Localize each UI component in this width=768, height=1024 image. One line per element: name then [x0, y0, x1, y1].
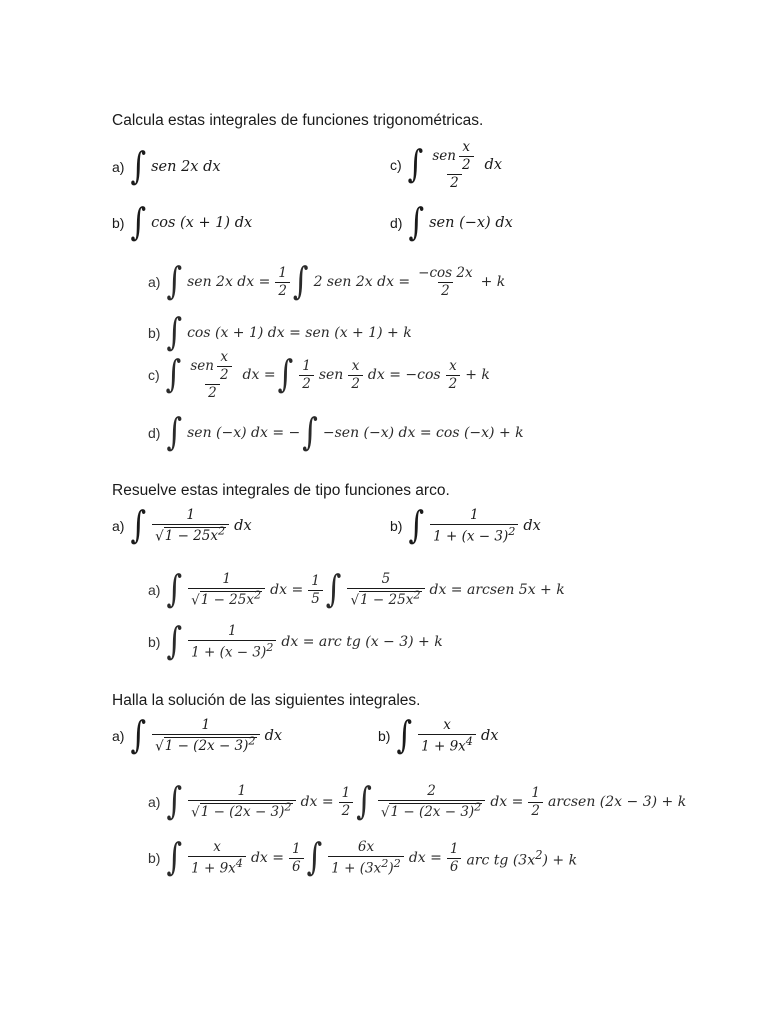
integral-sign: ∫ — [408, 200, 425, 245]
integral-sign: ∫ — [302, 410, 318, 455]
fraction: $\frac{6x}{1 + (3x^2)^2}$ — [328, 840, 404, 876]
integral-sign: ∫ — [356, 779, 372, 824]
integral-sign: ∫ — [130, 200, 147, 245]
solution-1d: d) ∫ sen (−x) dx = − ∫ −sen (−x) dx = cos (−x) + k — [148, 410, 524, 455]
fraction: $\frac{1}{√1 - (2x - 3)^2}$ — [152, 718, 259, 754]
fraction: $\frac{x}{1 + 9x^4}$ — [188, 840, 246, 876]
solution-1a: a) ∫ sen 2x dx = $\frac{1}{2}$ ∫ 2 sen 2x dx = $\frac{-\cos 2x}{2}$ + k — [148, 259, 506, 304]
integral-sign: ∫ — [166, 310, 183, 355]
solution-2a: a) ∫ $\frac{1}{√1 - 25x^2}$ dx = $\frac{1}{5}$ ∫ $\frac{5}{√1 - 25x^2}$ dx = arcsen 5x + k — [148, 567, 565, 612]
integral-sign: ∫ — [292, 259, 309, 304]
exercise-1d: d) ∫ sen (−x) dx — [390, 200, 513, 245]
section2-title: Resuelve estas integrales de tipo funciones arco. — [112, 482, 450, 499]
exercise-2b: b) ∫ $\frac{1}{1 + (x - 3)^2}$ dx — [390, 503, 541, 548]
integral-sign: ∫ — [408, 503, 425, 548]
integral-sign: ∫ — [306, 835, 323, 880]
integral-sign: ∫ — [130, 713, 147, 758]
solution-1c: c) ∫ sen $\frac{x}{2}$ 2 dx = ∫ $\frac{1}{2}$ sen $\frac{x}{2}$ dx = −cos $\frac{x}{2}$ + k — [148, 349, 490, 401]
integral-sign: ∫ — [166, 835, 183, 880]
fraction: $\frac{x}{2}$ — [217, 350, 232, 383]
integral-sign: ∫ — [166, 259, 183, 304]
integral-sign: ∫ — [396, 713, 413, 758]
fraction: $\frac{2}{√1 - (2x - 3)^2}$ — [378, 784, 485, 820]
fraction: $\frac{-\cos 2x}{2}$ — [418, 265, 473, 299]
solution-2b: b) ∫ $\frac{1}{1 + (x - 3)^2}$ dx = arc tg (x − 3) + k — [148, 619, 443, 664]
solution-1b: b) ∫ cos (x + 1) dx = sen (x + 1) + k — [148, 310, 412, 355]
solution-3a: a) ∫ $\frac{1}{√1 - (2x - 3)^2}$ dx = $\frac{1}{2}$ ∫ $\frac{2}{√1 - (2x - 3)^2}$ dx = $\frac{1}{2}$ arcsen (2x − 3) + k — [148, 779, 687, 824]
fraction: $\frac{x}{2}$ — [348, 359, 363, 392]
fraction: $\frac{1}{1 + (x - 3)^2}$ — [188, 624, 276, 660]
fraction: $\frac{5}{√1 - 25x^2}$ — [347, 572, 424, 608]
integral-sign: ∫ — [165, 352, 182, 397]
integral-sign: ∫ — [130, 144, 147, 189]
fraction: $\frac{x}{2}$ — [459, 140, 474, 173]
fraction: $\frac{1}{1 + (x - 3)^2}$ — [430, 508, 518, 544]
fraction: $\frac{1}{√1 - 25x^2}$ — [188, 572, 265, 608]
fraction: $\frac{x}{2}$ — [446, 359, 461, 392]
fraction: $\frac{1}{5}$ — [308, 574, 323, 607]
fraction: $\frac{x}{1 + 9x^4}$ — [418, 718, 476, 754]
exercise-1b: b) ∫ cos (x + 1) dx — [112, 200, 253, 245]
integral-sign: ∫ — [325, 567, 342, 612]
integral-sign: ∫ — [166, 619, 183, 664]
section1-title: Calcula estas integrales de funciones trigonométricas. — [112, 112, 484, 129]
section3-title: Halla la solución de las siguientes integrales. — [112, 692, 421, 709]
fraction: $\frac{1}{2}$ — [275, 266, 290, 299]
fraction: $\frac{1}{2}$ — [528, 786, 543, 819]
fraction: $\frac{1}{√1 - 25x^2}$ — [152, 508, 229, 544]
exercise-2a: a) ∫ $\frac{1}{√1 - 25x^2}$ dx — [112, 503, 252, 548]
label: a) — [112, 159, 125, 175]
fraction: sen $\frac{x}{2}$ 2 — [187, 350, 237, 401]
fraction: sen $\frac{x}{2}$ 2 — [429, 140, 479, 191]
exercise-3b: b) ∫ $\frac{x}{1 + 9x^4}$ dx — [378, 713, 499, 758]
integral-sign: ∫ — [277, 352, 294, 397]
integral-sign: ∫ — [130, 503, 147, 548]
exercise-1c: c) ∫ sen $\frac{x}{2}$ 2 dx — [390, 139, 502, 191]
integral-sign: ∫ — [407, 142, 424, 187]
fraction: $\frac{1}{6}$ — [289, 842, 304, 875]
fraction: $\frac{1}{6}$ — [447, 842, 462, 875]
fraction: $\frac{1}{√1 - (2x - 3)^2}$ — [188, 784, 295, 820]
exercise-3a: a) ∫ $\frac{1}{√1 - (2x - 3)^2}$ dx — [112, 713, 283, 758]
exercise-1a: a) ∫ sen 2x dx — [112, 144, 221, 189]
integral-sign: ∫ — [166, 779, 183, 824]
integral-sign: ∫ — [166, 410, 183, 455]
fraction: $\frac{1}{2}$ — [339, 786, 354, 819]
integral-sign: ∫ — [166, 567, 183, 612]
fraction: $\frac{1}{2}$ — [299, 359, 314, 392]
solution-3b: b) ∫ $\frac{x}{1 + 9x^4}$ dx = $\frac{1}{6}$ ∫ $\frac{6x}{1 + (3x^2)^2}$ dx = $\frac{1}{6}$ arc tg $(3x^2) + k$ — [148, 835, 578, 880]
